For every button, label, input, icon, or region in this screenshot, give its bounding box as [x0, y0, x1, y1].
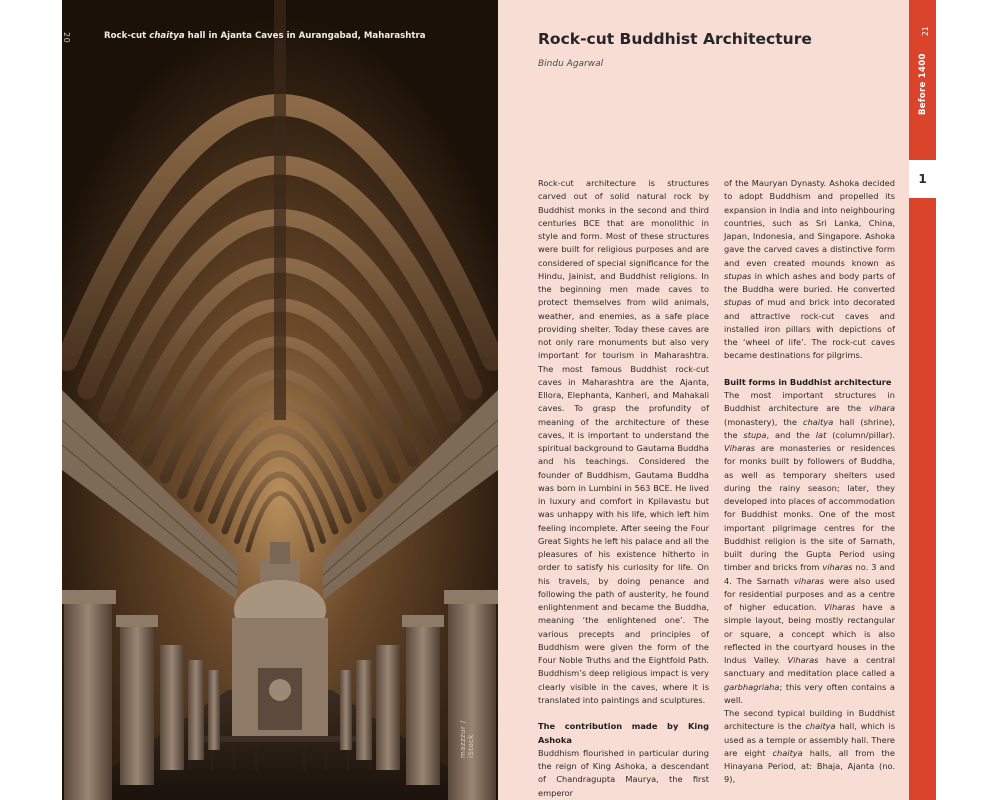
book-spread — [62, 0, 936, 800]
page-number-left: 20 — [62, 32, 71, 44]
author-name: Bindu Agarwal — [538, 59, 604, 69]
text-page — [498, 0, 909, 800]
photo-page — [62, 0, 498, 800]
section-heading: Built forms in Buddhist architecture — [724, 376, 892, 387]
photo-caption: Rock-cut chaitya hall in Ajanta Caves in Aurangabad, Maharashtra — [104, 31, 426, 41]
paragraph: Buddhism flourished in particular during the reign of King Ashoka, a descendant of Chandragupta Maurya, the first emperor — [538, 747, 709, 798]
paragraph: The second typical building in Buddhist architecture is the chaitya hall, which is used as a temple or assembly hall. There are eight chaitya halls, all from the Hinayana Period, at: Bhaja, Ajanta (no. 9), — [724, 708, 896, 785]
photo-credit: mazzzur / iStock — [459, 720, 475, 758]
paragraph: of the Mauryan Dynasty. Ashoka decided to adopt Buddhism and propelled its expansion in India and into neighbouring countries, such as Sri Lanka, China, Japan, Indonesia, and Singapore. Ashoka gave the carved caves a distinctive form and even created mounds known as stupas in which ashes and body parts of the Buddha were buried. He converted stupas of mud and brick into decorated and attractive rock-cut caves and installed iron pillars with depictions of the ‘wheel of life’. The rock-cut caves became destinations for pilgrims. — [724, 178, 895, 361]
paragraph: The most important structures in Buddhist architecture are the vihara (monastery), the chaitya hall (shrine), the stupa, and the lat (column/pillar). Viharas are monasteries or residences for monks built by followers of Buddha, as well as temporary shelters used during the rainy season; later, they developed into places of accommodation for Buddhist monks. One of the most important pilgrimage centres for the Buddhist religion is the site of Sarnath, built during the Gupta Period using timber and bricks from viharas no. 3 and 4. The Sarnath viharas were also used for residential purposes and as a centre of higher education. Viharas have a simple layout, being mostly rectangular or square, a concept which is also reflected in the courtyard houses in the Indus Valley. Viharas have a central sanctuary and meditation place called a garbhagriaha; this very often contains a well. — [724, 390, 896, 705]
paragraph: Rock-cut architecture is structures carved out of solid natural rock by Buddhist monks in the second and third centuries BCE that are monolithic in style and form. Most of these structures were built for religious purposes and are considered of special significance for the Hindu, Jainist, and Buddhist religions. In the beginning men made caves to protect themselves from wild animals, weather, and enemies, as a safe place providing shelter. Today these caves are not only rare monuments but also very important for tourism in Maharashtra. The most famous Buddhist rock-cut caves in Maharashtra are the Ajanta, Ellora, Elephanta, Kanheri, and Mahakali caves. To grasp the profundity of meaning of the architecture of these caves, it is important to understand the spiritual background to Gautama Buddha and his teachings. Considered the founder of Buddhism, Gautama Buddha was born in Lumbini in 563 BCE. He lived in luxury and comfort in Kpilavastu but was unhappy with his life, which left him feeling incomplete. After seeing the Four Great Sights he left his palace and all the pleasures of his existence hitherto in order to satisfy his curiosity for life. On his travels, by doing penance and following the path of austerity, he found enlightenment and became the Buddha, meaning ‘the enlightened one’. The various precepts and principles of Buddhism were given the form of the Four Noble Truths and the Eightfold Path. Buddhism’s deep religious impact is very clearly visible in the caves, where it is translated into paintings and sculptures. — [538, 178, 709, 705]
section-heading: The contribution made by King Ashoka — [538, 721, 709, 745]
text-column-1 — [538, 177, 709, 800]
chapter-number: 1 — [909, 160, 936, 198]
article-title: Rock-cut Buddhist Architecture — [538, 30, 812, 48]
chapter-side-tab — [909, 0, 936, 800]
text-column-2 — [724, 177, 895, 787]
page-number-right: 21 — [921, 26, 930, 36]
chaitya-hall-photo — [62, 0, 498, 800]
era-label: Before 1400 — [918, 53, 928, 115]
